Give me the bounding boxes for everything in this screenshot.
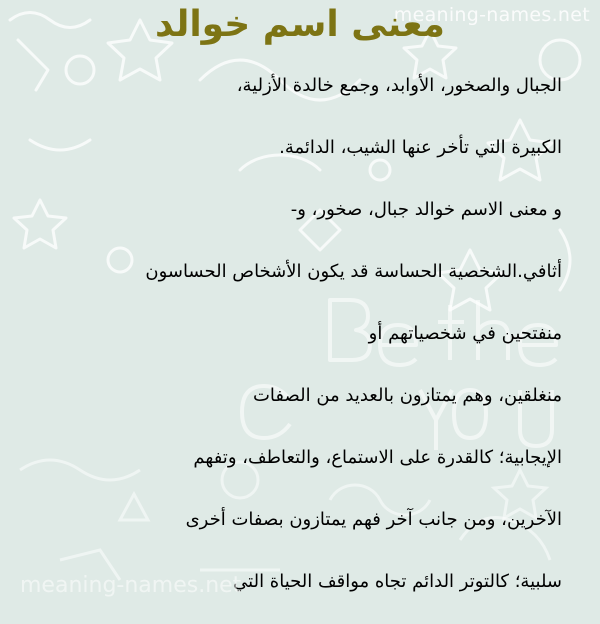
text-line-1: الجبال والصخور، الأوابد، وجمع خالدة الأزلية،: [236, 75, 562, 96]
page-title: معنى اسم خوالد: [155, 4, 445, 45]
text-line-6: منغلقين، وهم يمتازون بالعديد من الصفات: [252, 385, 562, 406]
text-line-3: و معنى الاسم خوالد جبال، صخور، و-: [290, 199, 562, 220]
site-watermark: meaning-names.net: [393, 4, 590, 26]
text-line-7: الإيجابية؛ كالقدرة على الاستماع، والتعاطف، وتفهم: [193, 447, 562, 468]
text-line-5: منفتحين في شخصياتهم أو: [368, 323, 562, 344]
text-line-9: سلبية؛ كالتوتر الدائم تجاه مواقف الحياة التي: [233, 571, 562, 592]
bottom-watermark: meaning-names.net: [20, 573, 242, 598]
meaning-text-block: [22, 66, 562, 624]
text-line-2: الكبيرة التي تأخر عنها الشيب، الدائمة.: [279, 137, 562, 158]
text-line-4: أثافي.الشخصية الحساسة قد يكون الأشخاص الحساسون: [145, 261, 562, 282]
text-line-8: الآخرين، ومن جانب آخر فهم يمتازون بصفات أخرى: [185, 509, 562, 530]
